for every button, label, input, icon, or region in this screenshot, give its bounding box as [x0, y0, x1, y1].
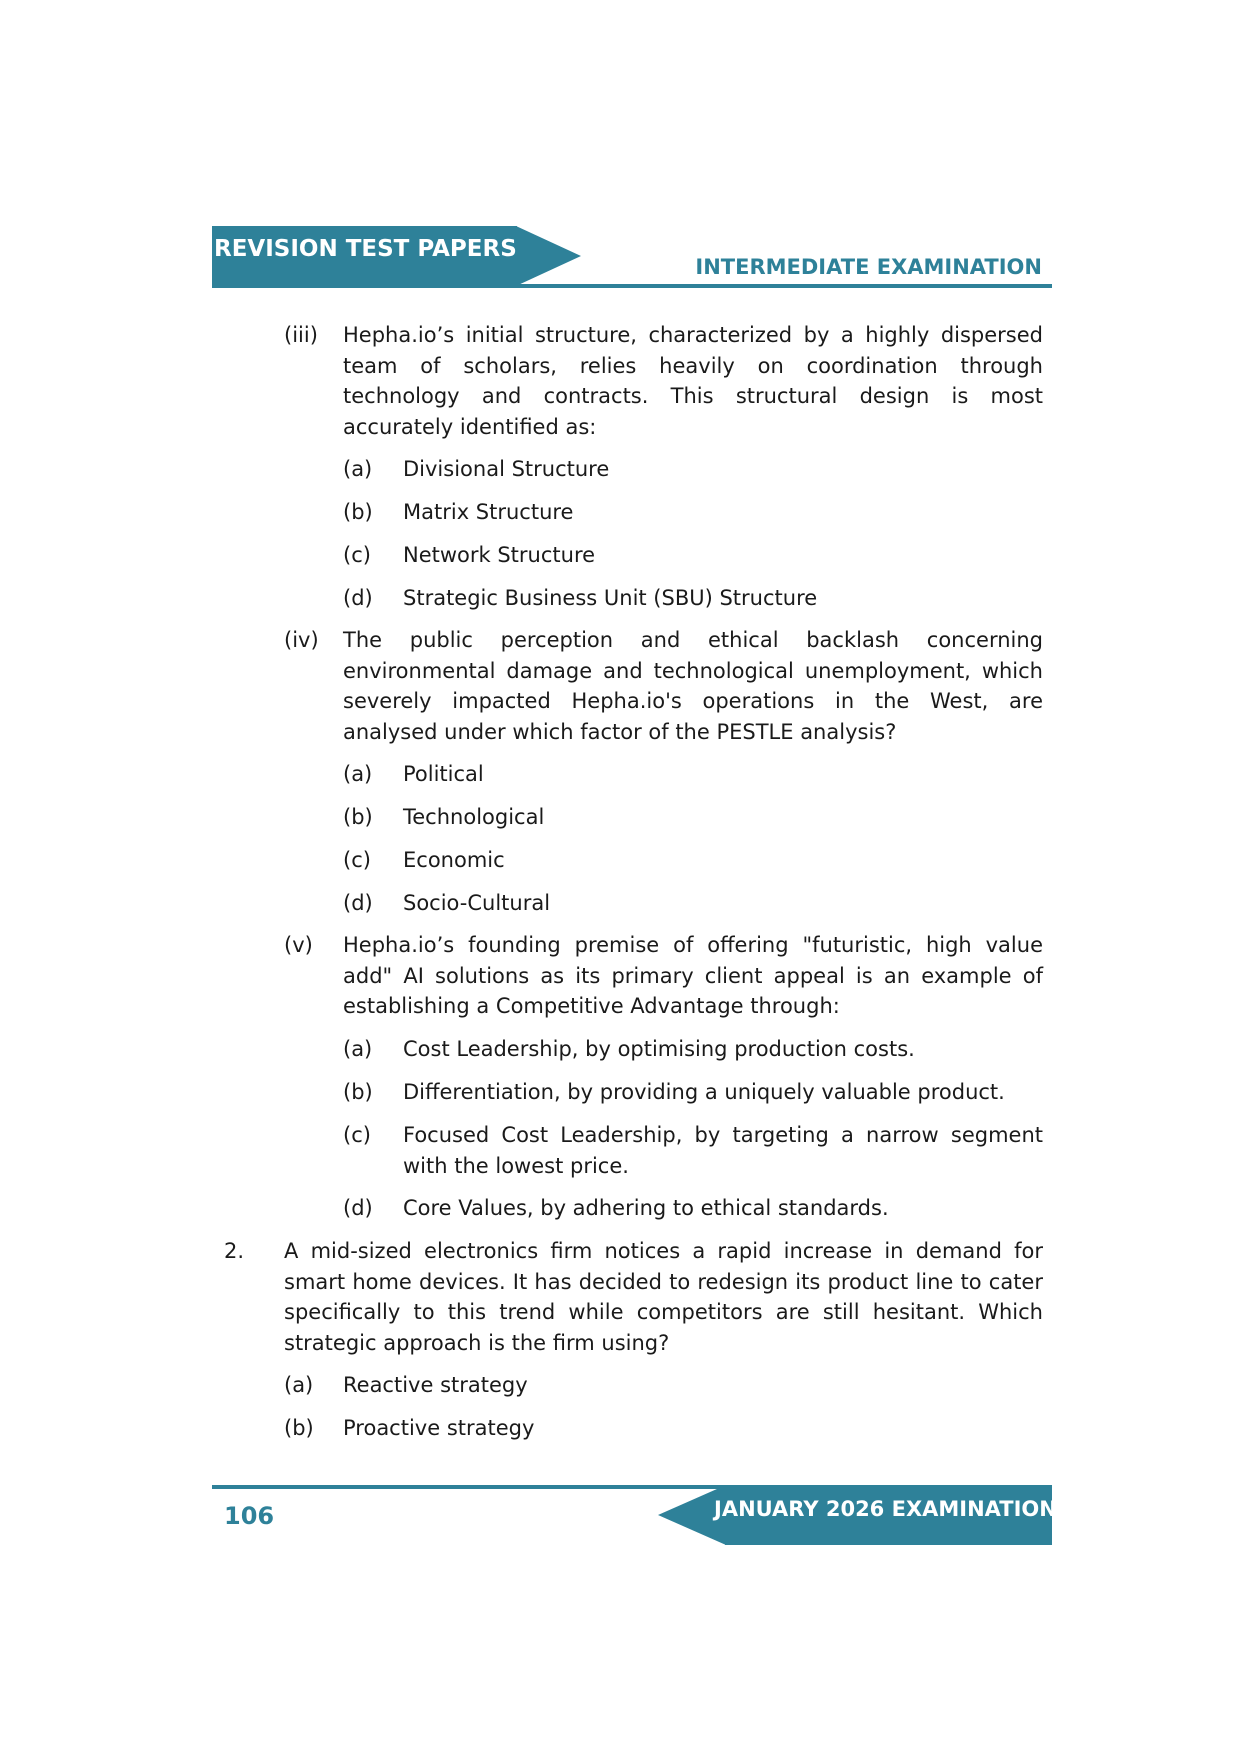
option-label: (b)	[343, 805, 373, 829]
option-text: Core Values, by adhering to ethical standards.	[403, 1196, 889, 1220]
option-label: (a)	[343, 457, 373, 481]
option-text: Cost Leadership, by optimising production costs.	[403, 1037, 915, 1061]
question-number: 2.	[224, 1239, 245, 1263]
option-text: Divisional Structure	[403, 457, 610, 481]
header-title: REVISION TEST PAPERS	[214, 236, 517, 262]
option-label: (d)	[343, 586, 373, 610]
option-label: (a)	[343, 762, 373, 786]
question-text: The public perception and ethical backlash concerning environmental damage and technological unemployment, which severely impacted Hepha.io's operations in the West, are analysed under which factor of the PESTLE analysis?	[343, 628, 1043, 744]
header-divider	[212, 284, 1052, 288]
question-text: Hepha.io’s initial structure, characterized by a highly dispersed team of scholars, relies heavily on coordination through technology and contracts. This structural design is most accurately identified as:	[343, 323, 1043, 439]
question-number: (v)	[284, 933, 313, 957]
option-text: Reactive strategy	[343, 1373, 528, 1397]
header-exam-name: INTERMEDIATE EXAMINATION	[695, 255, 1042, 279]
option-label: (b)	[284, 1416, 314, 1440]
question-number: (iii)	[284, 323, 318, 347]
option-text: Political	[403, 762, 484, 786]
option-label: (d)	[343, 891, 373, 915]
page-number: 106	[224, 1502, 275, 1530]
option-label: (c)	[343, 1123, 371, 1147]
option-label: (b)	[343, 500, 373, 524]
option-label: (a)	[284, 1373, 314, 1397]
footer-exam-name: JANUARY 2026 EXAMINATION	[714, 1497, 1057, 1521]
option-text: Network Structure	[403, 543, 596, 567]
question-number: (iv)	[284, 628, 319, 652]
header-arrow-shape	[516, 226, 581, 286]
option-label: (d)	[343, 1196, 373, 1220]
option-text: Focused Cost Leadership, by targeting a narrow segment with the lowest price.	[403, 1123, 1043, 1178]
question-text: Hepha.io’s founding premise of offering "futuristic, high value add" AI solutions as its primary client appeal is an example of establishing a Competitive Advantage through:	[343, 933, 1043, 1018]
option-label: (a)	[343, 1037, 373, 1061]
option-label: (b)	[343, 1080, 373, 1104]
option-text: Technological	[403, 805, 545, 829]
option-text: Socio-Cultural	[403, 891, 551, 915]
option-label: (c)	[343, 848, 371, 872]
option-text: Economic	[403, 848, 505, 872]
question-text: A mid-sized electronics firm notices a rapid increase in demand for smart home devices. It has decided to redesign its product line to cater specifically to this trend while competitors are still hesitant. Which strategic approach is the firm using?	[284, 1239, 1043, 1355]
option-text: Proactive strategy	[343, 1416, 535, 1440]
option-text: Matrix Structure	[403, 500, 574, 524]
option-text: Strategic Business Unit (SBU) Structure	[403, 586, 818, 610]
option-label: (c)	[343, 543, 371, 567]
page-header	[212, 226, 1052, 288]
option-text: Differentiation, by providing a uniquely valuable product.	[403, 1080, 1005, 1104]
